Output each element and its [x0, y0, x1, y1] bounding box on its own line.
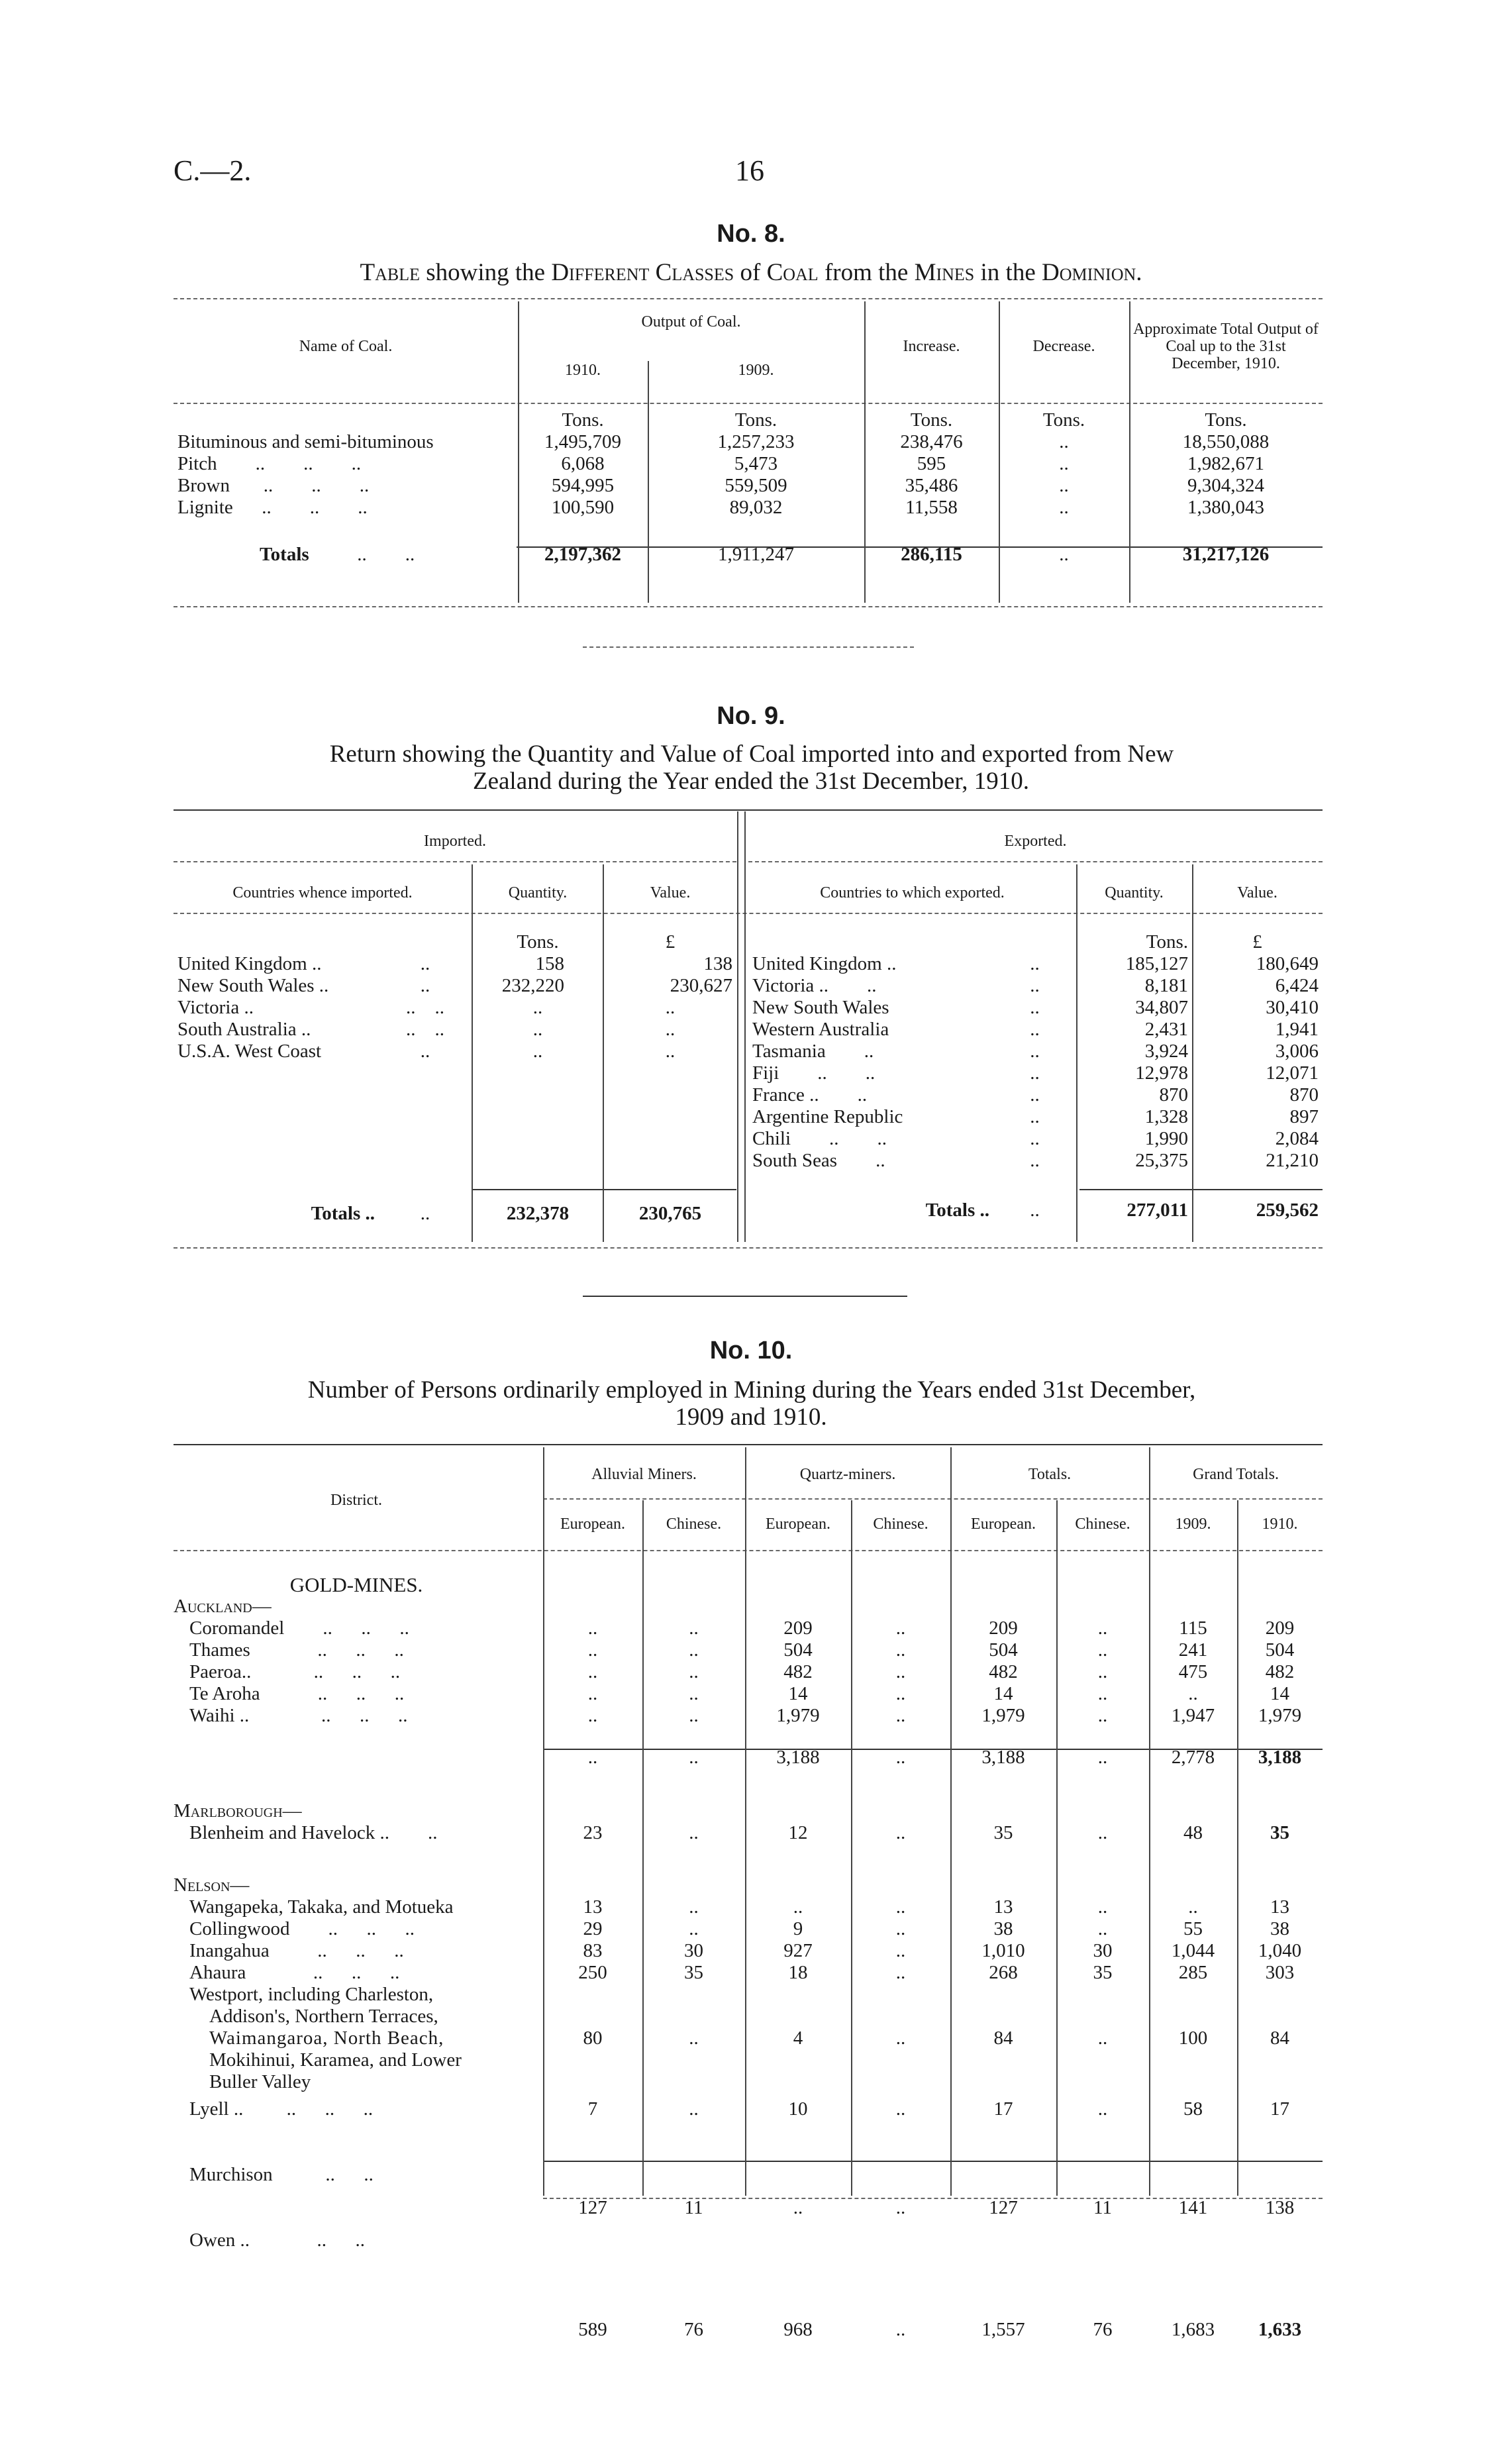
table8-units-row: Tons. Tons. Tons. Tons. Tons.	[562, 409, 1247, 431]
table8-top-rule	[174, 298, 1323, 299]
table-row: Bituminous and semi-bituminous 1,495,709 1,257,233 238,476 .. 18,550,088	[177, 431, 1270, 452]
col-quantity: Quantity.	[508, 884, 568, 901]
table8-caption: Table showing the Different Classes of Coal from the Mines in the Dominion.	[360, 259, 1142, 286]
table-row: South Seas .. .. 25,375 21,210	[752, 1150, 1319, 1171]
imported-heading: Imported.	[424, 832, 487, 850]
col-1910: 1910.	[565, 362, 601, 379]
table-row: New South Wales .. 34,807 30,410	[752, 997, 1319, 1018]
exported-heading: Exported.	[1004, 832, 1067, 850]
table10-caption-line-1: Number of Persons ordinarily employed in Mining during the Years ended 31st December,	[307, 1376, 1196, 1404]
col-output-of-coal: Output of Coal.	[641, 313, 741, 331]
table-row: United Kingdom .. .. 158 138	[177, 953, 733, 974]
col-alluvial-miners: Alluvial Miners.	[591, 1465, 697, 1483]
table-row: France .. .. .. 870 870	[752, 1084, 1319, 1105]
col-name-of-coal: Name of Coal.	[299, 337, 393, 355]
series-code: C.—2.	[174, 154, 252, 187]
table10: District. Alluvial Miners. Quartz-miners. Totals. Grand Totals. European. Chinese. European. Chinese. European. Chinese. 1909. 1910. GOLD-MINES. Auckland— Coromandel .. .. .. .. .. 209 .. 209 .. 115 209 Thames .. .. .. .. .. 504 .. 504 .. 241 504 Paeroa.. .. .. .. .. .. 482 .. 482 .. 475 482 Te Aroha .. .. .. .. .. 14 .. 14 .. .. 14 Waihi .. .. .. .. .. .. 1,979 .. 1,979 .. 1,947 1,979 .. .. 3,188 .. 3,188 .. 2,778 3,188 Marlborough— Blenheim and Havelock .. .. 23 .. 12 .. 35 .. 48 35 Nelson— Wangapeka, Takaka, and Motueka 13 .. .. .. 13 .. .. 13 Collingwood .. .. .. 29 .. 9 .. 38 .. 55 38 Inangahua .. .. .. 83 30 927 .. 1,010 30 1,044 1,040 Ahaura .. .. .. 250 35 18 .. 268 35 285 303 Westport, including Charleston, Addison's, Northern Terraces, Waimangaroa, North Beach, Mokihinui, Karamea, and Lower Buller Valley 80 .. 4 .. 84 .. 100 84 Lyell .. .. .. .. 7 .. 10 .. 17 .. 58 17 Murchison .. .. Owen .. .. .. 127 11 .. .. 127 11 141 138 589 76 968 .. 1,557 76 1,683 1,633	[170, 1451, 1323, 2341]
table-row: South Australia .. .. .. .. ..	[177, 1019, 676, 1040]
table-row: Collingwood .. .. .. 29 .. 9 .. 38 .. 55 38	[189, 1918, 1290, 1939]
table-row: Fiji .. .. .. 12,978 12,071	[752, 1062, 1319, 1084]
table9-imported-totals: Totals .. .. 232,378 230,765	[311, 1203, 702, 1224]
table9-caption-line-1: Return showing the Quantity and Value of Coal imported into and exported from New	[329, 741, 1174, 768]
table8-totals-row: Totals .. .. 2,197,362 1,911,247 286,115 .. 31,217,126	[260, 544, 1270, 565]
table8	[174, 311, 1323, 566]
table9-separator	[583, 1296, 907, 1297]
col-countries-whence: Countries whence imported.	[232, 884, 413, 901]
westport-label: Westport, including Charleston, Addison's, Northern Terraces, Waimangaroa, North Beach, Mokihinui, Karamea, and Lower Buller Valley	[189, 1984, 462, 2092]
table10-caption-line-2: 1909 and 1910.	[675, 1404, 827, 1431]
nelson-subtotal-row: 589 76 968 .. 1,557 76 1,683 1,633	[578, 2319, 1302, 2340]
table9-imported: Imported. Countries whence imported. Quantity. Value. Tons. £ United Kingdom .. .. 158 138 New South Wales .. .. 232,220 230,627 Victoria .. .. .. .. .. South Australia .. .. .. .. .. U.S.A. West Coast .. .. .. Totals .. .. 232,378 230,765	[174, 821, 736, 1225]
col-decrease: Decrease.	[1032, 337, 1095, 355]
table-row: Waihi .. .. .. .. .. .. 1,979 .. 1,979 .. 1,947 1,979	[189, 1705, 1302, 1726]
table-row: Pitch .. .. .. 6,068 5,473 595 .. 1,982,671	[177, 453, 1264, 474]
col-grand-totals: Grand Totals.	[1193, 1465, 1279, 1483]
table-row: New South Wales .. .. 232,220 230,627	[177, 975, 733, 996]
page-number: 16	[735, 154, 764, 187]
table9-caption-line-2: Zealand during the Year ended the 31st December, 1910.	[472, 768, 1029, 795]
table-row: Lyell .. .. .. .. 7 .. 10 .. 17 .. 58 17	[189, 2098, 1290, 2120]
table-row: Tasmania .. .. 3,924 3,006	[752, 1041, 1319, 1062]
table10-number: No. 10.	[709, 1337, 793, 1364]
col-increase: Increase.	[903, 337, 960, 355]
table-row: Western Australia .. 2,431 1,941	[752, 1019, 1319, 1040]
table8-separator	[583, 646, 914, 648]
table-row: Ahaura .. .. .. 250 35 18 .. 268 35 285 303	[189, 1962, 1295, 1983]
col-1909: 1909.	[738, 362, 774, 379]
col-countries-to: Countries to which exported.	[820, 884, 1005, 901]
table-row: United Kingdom .. .. 185,127 180,649	[752, 953, 1319, 974]
table-row: Wangapeka, Takaka, and Motueka 13 .. .. .. 13 .. .. 13	[189, 1896, 1290, 1918]
table-row: Thames .. .. .. .. .. 504 .. 504 .. 241 504	[189, 1639, 1295, 1661]
auckland-subtotal-row: .. .. 3,188 .. 3,188 .. 2,778 3,188	[587, 1747, 1302, 1768]
table-row: Argentine Republic .. 1,328 897	[752, 1106, 1319, 1127]
table-row: Paeroa.. .. .. .. .. .. 482 .. 482 .. 475 482	[189, 1661, 1295, 1682]
table-row: Chili .. .. .. 1,990 2,084	[752, 1128, 1319, 1149]
table-row: Te Aroha .. .. .. .. .. 14 .. 14 .. .. 14	[189, 1683, 1290, 1704]
col-quartz-miners: Quartz-miners.	[799, 1465, 896, 1483]
table-row: Inangahua .. .. .. 83 30 927 .. 1,010 30 1,044 1,040	[189, 1940, 1302, 1961]
table10-top-rule	[174, 1444, 1323, 1445]
gold-mines-heading: GOLD-MINES.	[289, 1573, 423, 1596]
table-row: Victoria .. .. .. .. ..	[177, 997, 676, 1018]
col-district: District.	[330, 1491, 382, 1509]
table-row: Blenheim and Havelock .. .. 23 .. 12 .. 35 .. 48 35	[189, 1822, 1290, 1843]
region-auckland: Auckland—	[174, 1596, 272, 1617]
col-value: Value.	[1237, 884, 1277, 901]
col-value: Value.	[650, 884, 691, 901]
table9-number: No. 9.	[717, 702, 785, 730]
table8-number: No. 8.	[717, 220, 785, 248]
table9-exported-totals: Totals .. .. 277,011 259,562	[925, 1200, 1319, 1221]
table-row: Victoria .. .. .. 8,181 6,424	[752, 975, 1319, 996]
table8-bottom-rule	[174, 606, 1323, 607]
table-row: Brown .. .. .. 594,995 559,509 35,486 .. 9,304,324	[177, 475, 1264, 496]
table-row: Murchison .. .. Owen .. .. .. 127 11 .. .. 127 11 141 138	[189, 2164, 1295, 2251]
col-totals: Totals.	[1028, 1465, 1072, 1483]
region-marlborough: Marlborough—	[174, 1800, 302, 1822]
table9-top-rule	[174, 809, 1323, 811]
table-row: Coromandel .. .. .. .. .. 209 .. 209 .. 115 209	[189, 1617, 1295, 1639]
table9-exported: Exported. Countries to which exported. Quantity. Value. Tons. £ United Kingdom .. .. 185,127 180,649 Victoria .. .. .. 8,181 6,424 New South Wales .. 34,807 30,410 Western Australia .. 2,431 1,941 Tasmania .. .. 3,924 3,006 Fiji .. .. .. 12,978 12,071 France .. .. .. 870 870 Argentine Republic .. 1,328 897 Chili .. .. .. 1,990 2,084 South Seas .. .. 25,375 21,210 Totals .. .. 277,011 259,562	[748, 821, 1323, 1221]
col-approx-total: Approximate Total Output of Coal up to the 31st December, 1910.	[1133, 321, 1319, 372]
table-row: Lignite .. .. .. 100,590 89,032 11,558 .. 1,380,043	[177, 497, 1264, 518]
table9-bottom-rule	[174, 1247, 1323, 1249]
region-nelson: Nelson—	[174, 1874, 250, 1896]
col-quantity: Quantity.	[1105, 884, 1164, 901]
table-row: U.S.A. West Coast .. .. ..	[177, 1041, 676, 1062]
table-row: Westport, including Charleston, Addison's, Northern Terraces, Waimangaroa, North Beach, Mokihinui, Karamea, and Lower Buller Valley 80 .. 4 .. 84 .. 100 84	[170, 1984, 1323, 2093]
table8-header-row-1	[174, 311, 1323, 333]
